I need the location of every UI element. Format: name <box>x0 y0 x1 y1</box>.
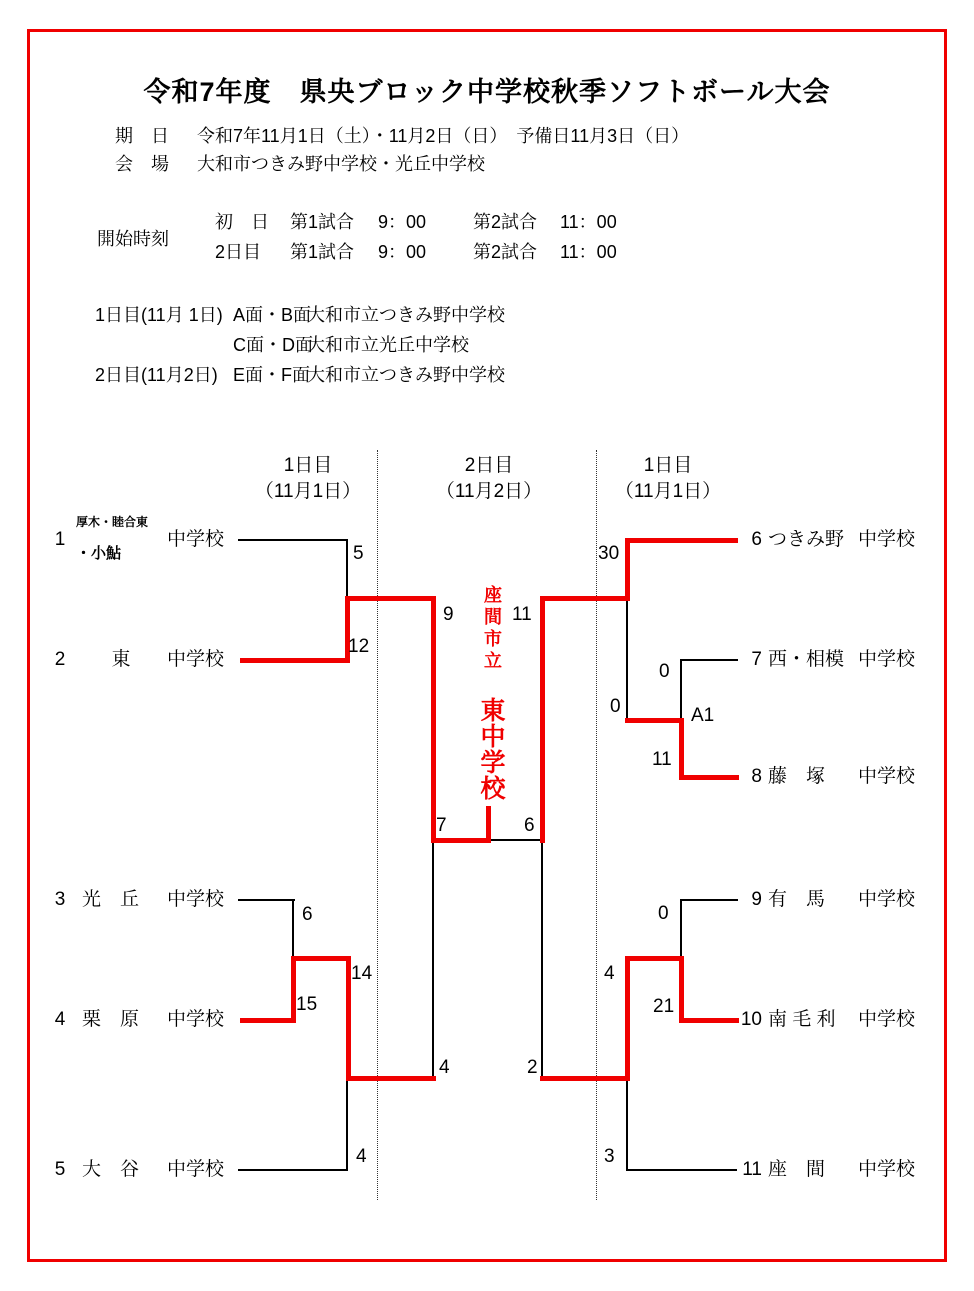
score-sf-left-bottom: 4 <box>439 1057 450 1078</box>
line-sf-right-v-top <box>540 596 545 843</box>
team-row-2 <box>48 649 224 671</box>
team-1-name-line2: ・小鮎 <box>76 545 122 562</box>
team-row-4 <box>48 1009 224 1031</box>
team-5-name: 大 谷 <box>82 1159 140 1180</box>
score-m91011-top: 4 <box>604 963 615 984</box>
team-9-name: 有 馬 <box>768 889 826 910</box>
line-m910-v-top <box>680 899 682 958</box>
court-row2-venue: 大和市立光丘中学校 <box>307 335 469 355</box>
team-row-5 <box>48 1159 224 1181</box>
team-10-suffix: 中学校 <box>858 1009 916 1030</box>
team-9-seed: 9 <box>751 889 762 910</box>
line-team1 <box>238 539 348 541</box>
team-6-seed: 6 <box>751 529 762 550</box>
team-6-suffix: 中学校 <box>858 529 916 550</box>
team-4-name: 栗 原 <box>82 1009 140 1030</box>
champion-school: 東中学校 <box>477 697 505 801</box>
score-final-left: 7 <box>436 815 447 836</box>
bracket-column-left-header <box>238 453 378 505</box>
line-final-right <box>491 839 543 841</box>
line-m345-out <box>346 1076 436 1081</box>
line-t6t8-v-mid <box>626 601 628 720</box>
line-team4 <box>240 1018 296 1023</box>
line-m78-v-bottom <box>679 718 684 780</box>
score-m6-78-bottom: 0 <box>610 696 621 717</box>
score-m12-bottom: 12 <box>348 636 370 657</box>
team-1-seed: 1 <box>54 529 66 550</box>
line-team6-v <box>625 538 630 601</box>
bracket-column-center-header <box>419 453 559 505</box>
court-row1-venue: 大和市立つきみ野中学校 <box>307 305 505 325</box>
team-3-seed: 3 <box>54 889 66 910</box>
start-row2-game1-time: 9：00 <box>378 242 427 262</box>
team-7-seed: 7 <box>751 649 762 670</box>
court-row3-day: 2日目(11月2日) <box>95 365 218 385</box>
start-row2-game2-time: 11：00 <box>560 242 617 262</box>
bracket-col-right-line2: （11月1日） <box>614 481 722 502</box>
score-sf-right-bottom: 2 <box>527 1057 538 1078</box>
day-divider-right <box>596 450 597 1200</box>
court-row2-courts: C面・D面 <box>233 335 313 355</box>
match-label-a1: A1 <box>691 705 715 726</box>
line-team5 <box>238 1169 348 1171</box>
bracket-col-center-line1: 2日目 <box>464 455 514 476</box>
team-row-10 <box>736 1009 915 1031</box>
team-11-name: 座 間 <box>768 1159 826 1180</box>
page-title: 令和7年度 県央ブロック中学校秋季ソフトボール大会 <box>143 77 831 107</box>
champion-city: 座間市立 <box>482 585 502 673</box>
line-team6 <box>625 538 738 543</box>
score-m78-bottom: 11 <box>652 749 672 770</box>
line-m345-v-bottom <box>346 1079 348 1171</box>
venue-value: 大和市つきみ野中学校・光丘中学校 <box>197 154 485 174</box>
start-time-label: 開始時刻 <box>97 229 169 249</box>
score-m78-top: 0 <box>659 661 670 682</box>
team-10-name: 南 毛 利 <box>768 1009 836 1030</box>
score-m6-78-top: 30 <box>598 543 620 564</box>
team-row-3 <box>48 889 224 911</box>
line-m78-out <box>625 718 684 723</box>
team-row-8 <box>736 766 915 788</box>
line-m91011-out <box>540 1076 630 1081</box>
day-divider-left <box>377 450 378 1200</box>
score-m345-top: 14 <box>351 963 373 984</box>
score-m91011-bottom: 3 <box>604 1146 615 1167</box>
bracket-col-left-line1: 1日目 <box>283 455 333 476</box>
line-m12-out <box>345 596 436 601</box>
line-team9 <box>681 899 738 901</box>
team-4-suffix: 中学校 <box>167 1009 225 1030</box>
start-row1-game2-time: 11：00 <box>560 212 617 232</box>
line-m910-v-bottom <box>679 956 684 1023</box>
bracket-col-center-line2: （11月2日） <box>435 481 543 502</box>
team-9-suffix: 中学校 <box>858 889 916 910</box>
team-4-seed: 4 <box>54 1009 66 1030</box>
line-m910-out <box>625 956 684 961</box>
score-m345-bottom: 4 <box>356 1146 367 1167</box>
start-row2-game2-label: 第2試合 <box>473 242 538 262</box>
bracket-col-right-line1: 1日目 <box>643 455 693 476</box>
venue-label: 会 場 <box>115 154 169 174</box>
line-team8 <box>679 775 739 780</box>
line-sf-left-v-top <box>431 596 436 843</box>
team-7-name: 西・相模 <box>768 649 845 670</box>
date-label: 期 日 <box>115 126 169 146</box>
line-team3 <box>238 899 295 901</box>
score-m34-top: 6 <box>302 904 313 925</box>
score-m910-bottom: 21 <box>653 996 675 1017</box>
line-team10 <box>679 1018 739 1023</box>
team-1-suffix: 中学校 <box>167 529 225 550</box>
line-m12-v-top <box>346 539 348 600</box>
team-8-seed: 8 <box>751 766 762 787</box>
start-row1-game1-label: 第1試合 <box>290 212 355 232</box>
line-m91011-v-top <box>625 956 630 1081</box>
score-m12-top: 5 <box>353 543 364 564</box>
bracket-col-left-line2: （11月1日） <box>254 481 362 502</box>
date-value: 令和7年11月1日（土）・11月2日（日） 予備日11月3日（日） <box>197 126 690 146</box>
start-row2-game1-label: 第1試合 <box>290 242 355 262</box>
score-sf-left-top: 9 <box>443 604 454 625</box>
line-sf-right-in <box>540 596 630 601</box>
team-8-suffix: 中学校 <box>858 766 916 787</box>
team-3-name: 光 丘 <box>82 889 140 910</box>
score-m910-top: 0 <box>658 903 669 924</box>
team-10-seed: 10 <box>740 1009 762 1030</box>
court-row3-venue: 大和市立つきみ野中学校 <box>307 365 505 385</box>
line-team2 <box>240 658 347 663</box>
team-11-suffix: 中学校 <box>858 1159 916 1180</box>
line-team11 <box>627 1169 737 1171</box>
line-team7 <box>681 659 738 661</box>
team-5-suffix: 中学校 <box>167 1159 225 1180</box>
team-row-11 <box>736 1159 915 1181</box>
team-2-name: 東 <box>111 649 131 670</box>
line-m91011-v-bottom <box>626 1079 628 1171</box>
line-sf-right-v-bottom <box>541 843 543 1078</box>
team-7-suffix: 中学校 <box>858 649 916 670</box>
line-sf-left-v-bottom <box>432 843 434 1078</box>
team-row-6 <box>736 529 915 551</box>
team-11-seed: 11 <box>742 1159 762 1180</box>
court-row1-day: 1日目(11月 1日) <box>95 305 223 325</box>
line-champion-stub <box>486 806 491 843</box>
line-m34-v-top <box>292 899 294 958</box>
team-1-name-line1: 厚木・睦合東 <box>76 515 149 529</box>
line-m34-out <box>291 956 351 961</box>
court-row1-courts: A面・B面 <box>233 305 312 325</box>
bracket-column-right-header <box>598 453 738 505</box>
start-row1-game1-time: 9：00 <box>378 212 427 232</box>
team-6-name: つきみ野 <box>768 529 845 550</box>
team-5-seed: 5 <box>54 1159 66 1180</box>
line-final-left <box>431 838 491 843</box>
team-row-9 <box>736 889 915 911</box>
score-final-right: 6 <box>524 815 535 836</box>
score-sf-right-top: 11 <box>512 604 532 625</box>
start-row2-day: 2日目 <box>215 242 262 262</box>
team-row-7 <box>736 649 915 671</box>
court-row3-courts: E面・F面 <box>233 365 311 385</box>
line-m78-v-top <box>680 659 682 720</box>
score-m34-bottom: 15 <box>296 994 318 1015</box>
team-8-name: 藤 塚 <box>768 766 826 787</box>
start-row1-day: 初 日 <box>215 212 269 232</box>
team-3-suffix: 中学校 <box>167 889 225 910</box>
team-2-suffix: 中学校 <box>167 649 225 670</box>
team-2-seed: 2 <box>54 649 66 670</box>
start-row1-game2-label: 第2試合 <box>473 212 538 232</box>
